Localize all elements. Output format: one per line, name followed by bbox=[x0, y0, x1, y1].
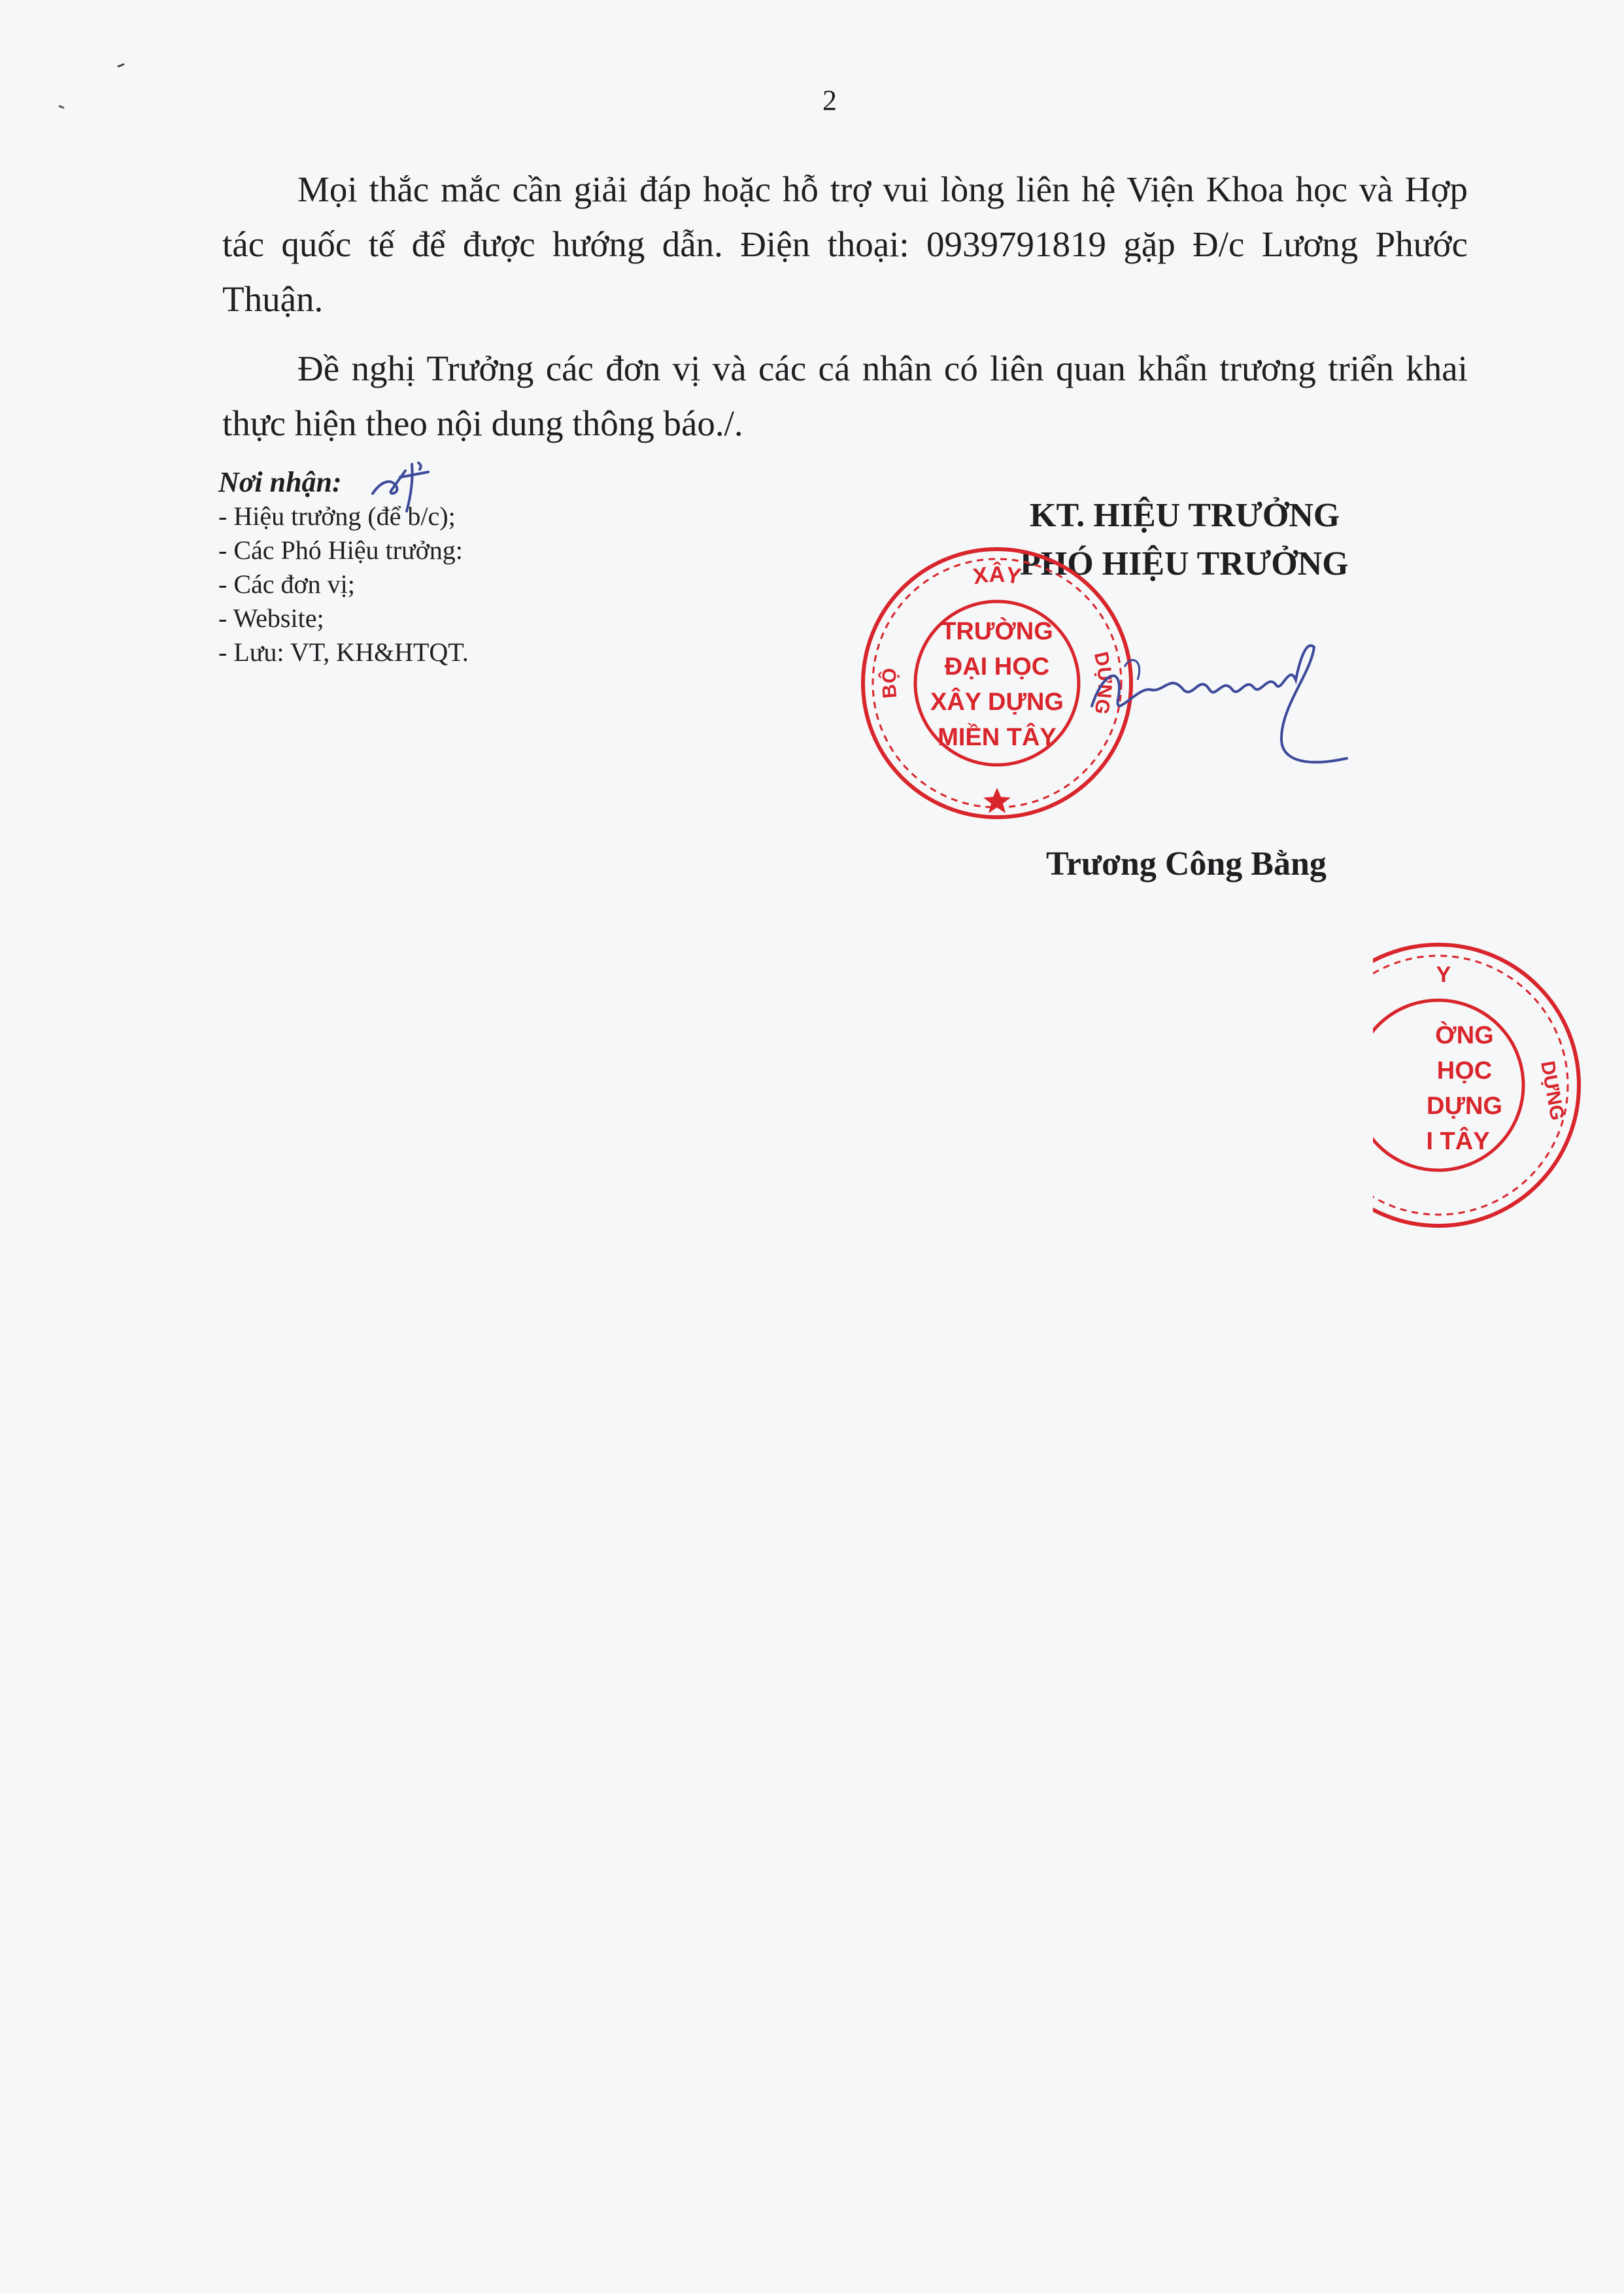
stamp-text-line3: XÂY DỰNG bbox=[930, 688, 1064, 716]
signature-title-line1: KT. HIỆU TRƯỞNG bbox=[1030, 497, 1340, 534]
handwritten-initials bbox=[366, 458, 451, 516]
stamp-text-line2: ĐẠI HỌC bbox=[944, 653, 1050, 681]
recipients-list bbox=[218, 499, 469, 669]
recipient-item: - Các Phó Hiệu trưởng: bbox=[218, 535, 463, 565]
partial-stamp-line3: DỰNG bbox=[1427, 1092, 1502, 1120]
stamp-ring-top: XÂY bbox=[971, 562, 1023, 590]
recipient-item: - Website; bbox=[218, 603, 324, 633]
signer-name: Trương Công Bằng bbox=[1046, 845, 1327, 883]
partial-seal-stamp bbox=[1373, 928, 1624, 1255]
stamp-text-line4: MIỀN TÂY bbox=[938, 724, 1057, 751]
partial-stamp-line2: HỌC bbox=[1436, 1057, 1493, 1085]
handwritten-signature bbox=[1085, 628, 1360, 791]
document-body bbox=[222, 162, 1468, 465]
signature-title-line2: PHÓ HIỆU TRƯỞNG bbox=[1020, 545, 1349, 582]
partial-stamp-ring-top: Y bbox=[1436, 962, 1451, 987]
svg-text:XÂY bbox=[972, 562, 1023, 589]
page-number: 2 bbox=[822, 84, 837, 116]
stamp-text-line1: TRƯỜNG bbox=[941, 618, 1053, 645]
scan-specks bbox=[39, 52, 157, 131]
partial-stamp-ring-right: DỰNG bbox=[1536, 1059, 1568, 1122]
partial-stamp-line4: I TÂY bbox=[1426, 1128, 1490, 1155]
paragraph-contact: Mọi thắc mắc cần giải đáp hoặc hỗ trợ vui lòng liên hệ Viện Khoa học và Hợp tác quốc tế để được hướng dẫn. Điện thoại: 0939791819 gặp Đ/c Lương Phước Thuận. bbox=[222, 169, 1468, 319]
stamp-ring-left: BỘ bbox=[878, 667, 902, 700]
recipient-item: - Các đơn vị; bbox=[218, 569, 355, 599]
recipient-item: - Lưu: VT, KH&HTQT. bbox=[218, 637, 469, 667]
partial-stamp-line1: ỜNG bbox=[1435, 1022, 1494, 1049]
stamp-ring-right: DỰNG bbox=[1089, 650, 1116, 717]
recipient-item: - Hiệu trưởng (để b/c); bbox=[218, 501, 456, 531]
recipients-title: Nơi nhận: bbox=[218, 466, 342, 498]
stamp-star-icon bbox=[983, 788, 1011, 813]
paragraph-request: Đề nghị Trưởng các đơn vị và các cá nhân có liên quan khẩn trương triển khai thực hiện theo nội dung thông báo./. bbox=[222, 348, 1468, 443]
svg-text:BỘ bbox=[878, 667, 902, 700]
